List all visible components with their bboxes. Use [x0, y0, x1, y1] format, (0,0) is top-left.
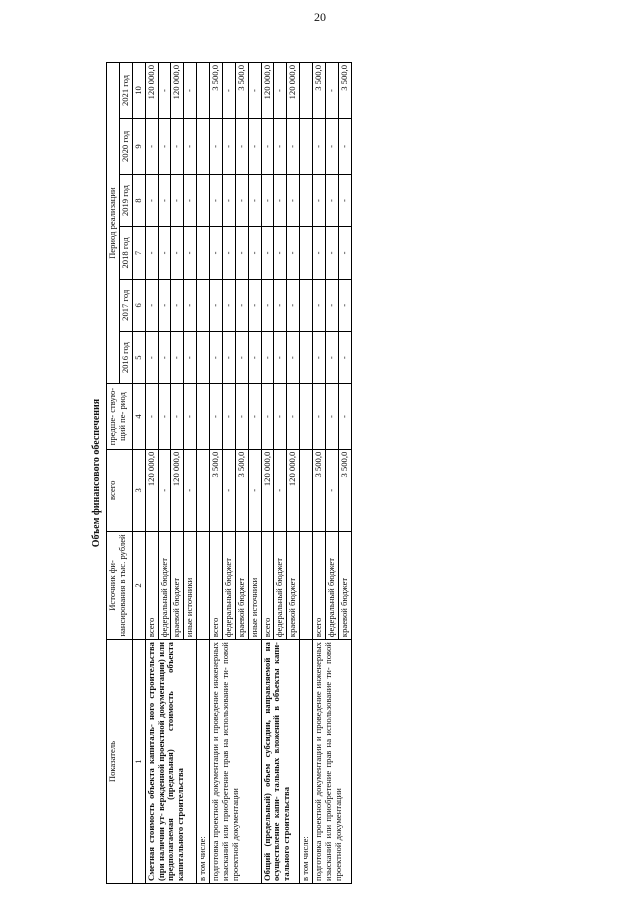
value-cell: -	[325, 227, 338, 279]
source-cell: федеральный бюджет	[222, 531, 235, 639]
column-number: 7	[132, 227, 145, 279]
value-cell	[197, 119, 210, 175]
table-row	[313, 63, 326, 884]
value-cell: -	[261, 174, 274, 226]
rotated-table-area	[88, 62, 498, 884]
value-cell: -	[222, 119, 235, 175]
value-cell: -	[222, 449, 235, 531]
value-cell: -	[248, 174, 261, 226]
value-cell: -	[338, 227, 351, 279]
value-cell: -	[274, 119, 287, 175]
value-cell: -	[184, 331, 197, 383]
value-cell: -	[274, 384, 287, 449]
value-cell: -	[325, 449, 338, 531]
value-cell: -	[171, 384, 184, 449]
value-cell: -	[184, 119, 197, 175]
value-cell: 120 000,0	[171, 63, 184, 119]
table-row	[300, 63, 313, 884]
column-number: 9	[132, 119, 145, 175]
value-cell: -	[313, 279, 326, 331]
column-number: 5	[132, 331, 145, 383]
value-cell: -	[222, 174, 235, 226]
value-cell: -	[248, 331, 261, 383]
header-year: 2017 год	[119, 279, 132, 331]
value-cell: 3 500,0	[210, 63, 223, 119]
value-cell: -	[338, 384, 351, 449]
source-cell	[197, 531, 210, 639]
header-year: 2020 год	[119, 119, 132, 175]
value-cell: -	[235, 227, 248, 279]
value-cell: -	[248, 449, 261, 531]
value-cell	[197, 227, 210, 279]
value-cell	[197, 279, 210, 331]
value-cell: 3 500,0	[313, 63, 326, 119]
source-cell: краевой бюджет	[338, 531, 351, 639]
value-cell: -	[210, 174, 223, 226]
value-cell: -	[338, 279, 351, 331]
value-cell: -	[287, 119, 300, 175]
value-cell: -	[274, 174, 287, 226]
value-cell: -	[210, 227, 223, 279]
value-cell	[300, 449, 313, 531]
value-cell: -	[261, 119, 274, 175]
value-cell: -	[248, 63, 261, 119]
value-cell: -	[313, 227, 326, 279]
value-cell: -	[210, 384, 223, 449]
financing-table	[106, 62, 352, 884]
value-cell: 120 000,0	[261, 449, 274, 531]
value-cell: -	[158, 227, 171, 279]
column-number-row	[132, 63, 145, 884]
value-cell: 3 500,0	[313, 449, 326, 531]
source-cell: краевой бюджет	[171, 531, 184, 639]
source-cell: краевой бюджет	[235, 531, 248, 639]
value-cell: -	[235, 119, 248, 175]
value-cell: -	[145, 119, 158, 175]
column-number: 10	[132, 63, 145, 119]
value-cell: 120 000,0	[145, 63, 158, 119]
value-cell: 3 500,0	[338, 63, 351, 119]
value-cell: -	[248, 227, 261, 279]
value-cell: -	[325, 174, 338, 226]
value-cell: -	[222, 384, 235, 449]
value-cell: -	[313, 174, 326, 226]
value-cell: -	[325, 119, 338, 175]
value-cell: -	[145, 384, 158, 449]
value-cell: 3 500,0	[235, 449, 248, 531]
value-cell: -	[338, 331, 351, 383]
value-cell: -	[158, 174, 171, 226]
value-cell	[300, 227, 313, 279]
value-cell: -	[287, 174, 300, 226]
value-cell: -	[222, 227, 235, 279]
column-number: 2	[132, 531, 145, 639]
value-cell	[300, 331, 313, 383]
value-cell	[197, 384, 210, 449]
value-cell: -	[261, 279, 274, 331]
value-cell: -	[287, 331, 300, 383]
table-body	[145, 63, 351, 884]
value-cell	[300, 279, 313, 331]
value-cell: -	[338, 119, 351, 175]
header-year: 2019 год	[119, 174, 132, 226]
value-cell: -	[287, 227, 300, 279]
source-cell: иные источники	[184, 531, 197, 639]
source-cell: всего	[210, 531, 223, 639]
value-cell: -	[158, 449, 171, 531]
value-cell: -	[274, 279, 287, 331]
value-cell: -	[184, 174, 197, 226]
value-cell: -	[261, 227, 274, 279]
value-cell: -	[248, 279, 261, 331]
value-cell: -	[313, 384, 326, 449]
value-cell: -	[248, 384, 261, 449]
value-cell: -	[171, 331, 184, 383]
source-cell: федеральный бюджет	[274, 531, 287, 639]
header-prior-period: предше- ствую- щий пе- риод	[107, 384, 133, 449]
source-cell: всего	[313, 531, 326, 639]
header-indicator: Показатель	[107, 640, 133, 884]
value-cell: -	[171, 279, 184, 331]
value-cell: -	[274, 63, 287, 119]
value-cell: -	[145, 227, 158, 279]
value-cell: -	[145, 331, 158, 383]
value-cell: -	[158, 331, 171, 383]
value-cell	[197, 174, 210, 226]
value-cell: -	[261, 331, 274, 383]
column-number: 4	[132, 384, 145, 449]
indicator-cell: Сметная стоимость объекта капиталь- ного строительства (при наличии ут- вержденной проектной документации) или предполагаемая (предельная) стоимость объекта капитального строительства	[145, 640, 197, 884]
value-cell: -	[184, 63, 197, 119]
source-cell: федеральный бюджет	[158, 531, 171, 639]
table-row	[197, 63, 210, 884]
value-cell	[300, 119, 313, 175]
value-cell: 120 000,0	[261, 63, 274, 119]
header-period: Период реализации	[107, 63, 120, 384]
value-cell: -	[210, 279, 223, 331]
value-cell: -	[325, 63, 338, 119]
value-cell: 120 000,0	[287, 63, 300, 119]
header-year: 2016 год	[119, 331, 132, 383]
value-cell: -	[222, 279, 235, 331]
value-cell: -	[235, 279, 248, 331]
indicator-cell: в том числе:	[197, 640, 210, 884]
value-cell: -	[184, 279, 197, 331]
value-cell: -	[158, 63, 171, 119]
indicator-cell: подготовка проектной документации и проведение инженерных изысканий или приобретение прав на использование ти- повой проектной документации	[313, 640, 352, 884]
value-cell: -	[145, 174, 158, 226]
source-cell: всего	[145, 531, 158, 639]
value-cell: -	[235, 384, 248, 449]
source-cell	[300, 531, 313, 639]
value-cell: -	[274, 331, 287, 383]
table-row	[145, 63, 158, 884]
table-row	[210, 63, 223, 884]
indicator-cell: в том числе:	[300, 640, 313, 884]
value-cell: -	[184, 384, 197, 449]
indicator-cell: подготовка проектной документации и проведение инженерных изысканий или приобретение прав на использование ти- повой проектной документации	[210, 640, 262, 884]
value-cell	[300, 63, 313, 119]
value-cell: -	[210, 331, 223, 383]
value-cell: -	[184, 227, 197, 279]
value-cell: -	[313, 331, 326, 383]
value-cell: -	[158, 119, 171, 175]
header-year: 2021 год	[119, 63, 132, 119]
value-cell: -	[158, 279, 171, 331]
source-cell: федеральный бюджет	[325, 531, 338, 639]
header-source: Источник фи- нансирования в тыс. рублей	[107, 531, 133, 639]
value-cell: -	[274, 227, 287, 279]
value-cell: -	[261, 384, 274, 449]
value-cell: -	[313, 119, 326, 175]
value-cell: -	[274, 449, 287, 531]
value-cell: 120 000,0	[287, 449, 300, 531]
column-number: 8	[132, 174, 145, 226]
value-cell: 3 500,0	[210, 449, 223, 531]
header-year: 2018 год	[119, 227, 132, 279]
value-cell: -	[171, 119, 184, 175]
header-total: всего	[107, 449, 133, 531]
value-cell: -	[171, 174, 184, 226]
value-cell: -	[325, 279, 338, 331]
value-cell: 3 500,0	[235, 63, 248, 119]
value-cell: 120 000,0	[145, 449, 158, 531]
value-cell: 120 000,0	[171, 449, 184, 531]
value-cell	[300, 174, 313, 226]
value-cell	[197, 331, 210, 383]
value-cell: -	[222, 63, 235, 119]
value-cell: -	[338, 174, 351, 226]
page-number: 20	[314, 10, 326, 24]
table-caption: Объем финансового обеспечения	[91, 398, 102, 548]
column-number: 1	[132, 640, 145, 884]
value-cell: -	[248, 119, 261, 175]
source-cell: всего	[261, 531, 274, 639]
indicator-cell: Общий (предельный) объем субсидии, направляемой на осуществление капи- тальных вложений в объекты капи- тального строительства	[261, 640, 300, 884]
value-cell: -	[287, 384, 300, 449]
value-cell: -	[158, 384, 171, 449]
value-cell	[300, 384, 313, 449]
value-cell: -	[235, 174, 248, 226]
value-cell: -	[235, 331, 248, 383]
source-cell: иные источники	[248, 531, 261, 639]
value-cell: -	[325, 331, 338, 383]
value-cell: -	[222, 331, 235, 383]
column-number: 3	[132, 449, 145, 531]
value-cell: -	[145, 279, 158, 331]
source-cell: краевой бюджет	[287, 531, 300, 639]
table-row	[261, 63, 274, 884]
value-cell: -	[287, 279, 300, 331]
value-cell: -	[184, 449, 197, 531]
value-cell	[197, 63, 210, 119]
value-cell: -	[210, 119, 223, 175]
value-cell	[197, 449, 210, 531]
value-cell: -	[325, 384, 338, 449]
column-number: 6	[132, 279, 145, 331]
value-cell: -	[171, 227, 184, 279]
value-cell: 3 500,0	[338, 449, 351, 531]
